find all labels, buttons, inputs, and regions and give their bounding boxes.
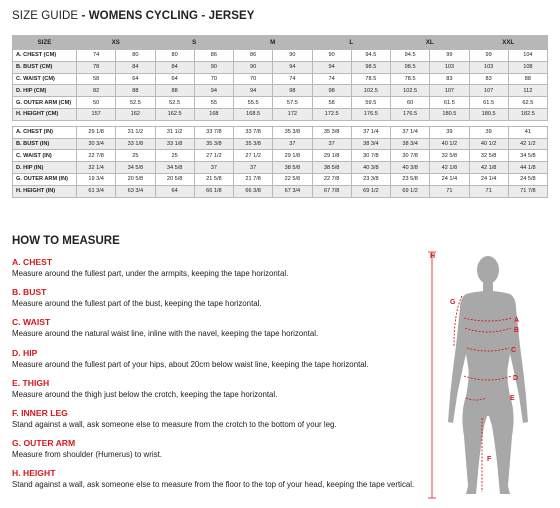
row-label: G. OUTER ARM (IN) [13, 173, 77, 185]
row-label: B. BUST (IN) [13, 138, 77, 150]
measure-title: A. CHEST [12, 257, 53, 267]
size-table [12, 35, 548, 198]
table-cell: 35 3/8 [273, 126, 312, 138]
table-cell: 27 1/2 [194, 150, 233, 162]
table-cell: 88 [155, 85, 194, 97]
table-cell: 94 [312, 61, 351, 73]
table-cell: 19 3/4 [77, 173, 116, 185]
table-cell: 74 [77, 50, 116, 62]
how-to-measure-heading: HOW TO MEASURE [12, 235, 120, 247]
size-col-xl: XL [391, 36, 470, 50]
table-cell: 38 3/4 [391, 138, 430, 150]
table-cell: 80 [116, 50, 155, 62]
table-cell: 34 5/8 [508, 150, 547, 162]
table-cell: 102.5 [391, 85, 430, 97]
row-label: C. WAIST (CM) [13, 73, 77, 85]
table-cell: 24 5/8 [508, 173, 547, 185]
title-main: - WOMENS CYCLING - JERSEY [81, 10, 255, 22]
table-cell: 61 3/4 [77, 185, 116, 197]
table-cell: 74 [273, 73, 312, 85]
table-cell: 162 [116, 108, 155, 120]
measure-title: D. HIP [12, 347, 38, 358]
measure-item [12, 257, 402, 287]
table-cell: 82 [77, 85, 116, 97]
table-cell: 37 [312, 138, 351, 150]
table-cell: 94.5 [391, 50, 430, 62]
measure-item [12, 317, 402, 347]
measure-title: E. THIGH [12, 377, 50, 388]
size-col-m: M [234, 36, 313, 50]
table-cell: 55.5 [234, 97, 273, 109]
table-cell: 58 [312, 97, 351, 109]
row-label: C. WAIST (IN) [13, 150, 77, 162]
table-cell: 33 1/8 [116, 138, 155, 150]
table-cell: 84 [155, 61, 194, 73]
table-cell: 86 [194, 50, 233, 62]
table-cell: 168.5 [234, 108, 273, 120]
table-cell: 108 [508, 61, 547, 73]
table-cell: 33 1/8 [155, 138, 194, 150]
table-cell: 57.5 [273, 97, 312, 109]
table-cell: 32 1/4 [77, 162, 116, 174]
table-cell: 20 5/8 [155, 173, 194, 185]
table-cell: 98.5 [391, 61, 430, 73]
measure-description: Measure around the fullest part, under the armpits, keeping the tape horizontal. [12, 269, 289, 278]
table-cell: 50 [77, 97, 116, 109]
size-col-l: L [312, 36, 391, 50]
table-cell: 41 [508, 126, 547, 138]
table-row [13, 85, 548, 97]
table-cell: 80 [155, 50, 194, 62]
table-cell: 31 1/2 [116, 126, 155, 138]
label-e: E [510, 395, 515, 402]
table-cell: 94 [194, 85, 233, 97]
measure-item [12, 468, 415, 498]
table-cell: 180.5 [430, 108, 469, 120]
table-cell: 94 [234, 85, 273, 97]
table-cell: 37 [234, 162, 273, 174]
label-h: H [430, 253, 436, 260]
measure-item [12, 287, 402, 317]
table-cell: 67 7/8 [312, 185, 351, 197]
label-d: D [513, 375, 519, 382]
table-cell: 62.5 [508, 97, 547, 109]
body-silhouette-icon [420, 246, 550, 502]
table-cell: 35 3/8 [234, 138, 273, 150]
table-cell: 84 [116, 61, 155, 73]
table-cell: 42 1/8 [469, 162, 508, 174]
table-row [13, 108, 548, 120]
label-f: F [487, 456, 492, 463]
table-cell: 102.5 [351, 85, 390, 97]
table-cell: 23 3/8 [351, 173, 390, 185]
table-cell: 67 3/4 [273, 185, 312, 197]
table-cell: 30 3/4 [77, 138, 116, 150]
table-row [13, 50, 548, 62]
table-cell: 64 [155, 185, 194, 197]
table-cell: 27 1/2 [234, 150, 273, 162]
table-cell: 78 [77, 61, 116, 73]
table-cell: 66 1/8 [194, 185, 233, 197]
table-cell: 182.5 [508, 108, 547, 120]
table-row [13, 126, 548, 138]
table-row [13, 61, 548, 73]
table-cell: 34 5/8 [155, 162, 194, 174]
size-corner: SIZE [13, 36, 77, 50]
table-cell: 78.5 [351, 73, 390, 85]
table-cell: 74 [312, 73, 351, 85]
table-row [13, 97, 548, 109]
table-cell: 71 [469, 185, 508, 197]
table-cell: 104 [508, 50, 547, 62]
row-label: H. HEIGHT (CM) [13, 108, 77, 120]
table-cell: 52.5 [116, 97, 155, 109]
table-cell: 168 [194, 108, 233, 120]
table-cell: 88 [508, 73, 547, 85]
table-cell: 35 3/8 [312, 126, 351, 138]
measure-title: G. OUTER ARM [12, 438, 76, 449]
table-cell: 176.5 [351, 108, 390, 120]
table-cell: 66 3/8 [234, 185, 273, 197]
page-title [12, 10, 255, 22]
size-col-xs: XS [77, 36, 156, 50]
table-cell: 33 7/8 [194, 126, 233, 138]
measure-item [12, 408, 402, 438]
table-cell: 180.5 [469, 108, 508, 120]
table-cell: 35 3/8 [194, 138, 233, 150]
row-label: D. HIP (IN) [13, 162, 77, 174]
table-cell: 33 7/8 [234, 126, 273, 138]
table-cell: 162.5 [155, 108, 194, 120]
table-cell: 22 7/8 [77, 150, 116, 162]
table-cell: 40 3/8 [351, 162, 390, 174]
measure-description: Stand against a wall, ask someone else to measure from the floor to the top of your head, keeping the tape vertical. [12, 480, 415, 490]
table-cell: 25 [155, 150, 194, 162]
table-cell: 78.5 [391, 73, 430, 85]
row-label: A. CHEST (CM) [13, 50, 77, 62]
label-a: A [514, 317, 520, 324]
measure-item [12, 378, 402, 408]
table-cell: 98 [312, 85, 351, 97]
table-cell: 24 1/4 [469, 173, 508, 185]
label-c: C [511, 347, 517, 354]
table-cell: 21 7/8 [234, 173, 273, 185]
table-cell: 23 5/8 [391, 173, 430, 185]
measure-title: B. BUST [12, 287, 47, 298]
table-cell: 58 [77, 73, 116, 85]
table-row [13, 173, 548, 185]
table-cell: 86 [234, 50, 273, 62]
table-cell: 176.5 [391, 108, 430, 120]
size-header-row [13, 36, 548, 50]
table-cell: 63 3/4 [116, 185, 155, 197]
row-label: B. BUST (CM) [13, 61, 77, 73]
measure-description: Stand against a wall, ask someone else to measure from the crotch to the bottom of your leg. [12, 419, 337, 429]
table-cell: 70 [234, 73, 273, 85]
row-label: H. HEIGHT (IN) [13, 185, 77, 197]
table-cell: 90 [312, 50, 351, 62]
measure-description: Measure around the fullest part of your hips, about 20cm below waist line, keeping the tape horizontal. [12, 359, 369, 369]
table-row [13, 185, 548, 197]
table-cell: 103 [469, 61, 508, 73]
table-cell: 30 7/8 [351, 150, 390, 162]
measure-description: Measure around the thigh just below the crotch, keeping the tape horizontal. [12, 389, 278, 399]
measure-instructions [12, 257, 415, 499]
table-cell: 34 5/8 [116, 162, 155, 174]
table-cell: 99 [430, 50, 469, 62]
table-cell: 30 7/8 [391, 150, 430, 162]
size-col-s: S [155, 36, 234, 50]
table-cell: 39 [469, 126, 508, 138]
row-label: A. CHEST (IN) [13, 126, 77, 138]
title-prefix: SIZE GUIDE [12, 10, 79, 22]
table-cell: 71 [430, 185, 469, 197]
table-cell: 40 1/2 [469, 138, 508, 150]
table-cell: 40 1/2 [430, 138, 469, 150]
label-g: G [450, 299, 456, 306]
table-cell: 94 [273, 61, 312, 73]
table-cell: 64 [155, 73, 194, 85]
table-cell: 99 [469, 50, 508, 62]
table-cell: 61.5 [469, 97, 508, 109]
table-cell: 25 [116, 150, 155, 162]
row-label: D. HIP (CM) [13, 85, 77, 97]
table-cell: 21 5/8 [194, 173, 233, 185]
table-cell: 90 [194, 61, 233, 73]
table-cell: 39 [430, 126, 469, 138]
table-cell: 44 1/8 [508, 162, 547, 174]
table-cell: 20 5/8 [116, 173, 155, 185]
measure-item [12, 348, 402, 378]
body-measurement-figure [420, 246, 550, 502]
table-cell: 94.5 [351, 50, 390, 62]
row-label: G. OUTER ARM (CM) [13, 97, 77, 109]
table-cell: 31 1/2 [155, 126, 194, 138]
table-cell: 88 [116, 85, 155, 97]
table-cell: 52.5 [155, 97, 194, 109]
measure-description: Measure around the natural waist line, inline with the navel, keeping the tape horizontal. [12, 329, 319, 339]
measure-title: C. WAIST [12, 317, 51, 328]
table-cell: 59.5 [351, 97, 390, 109]
table-row [13, 150, 548, 162]
table-cell: 60 [391, 97, 430, 109]
table-cell: 29 1/8 [77, 126, 116, 138]
table-cell: 71 7/8 [508, 185, 547, 197]
table-cell: 38 5/8 [273, 162, 312, 174]
table-row [13, 138, 548, 150]
table-cell: 29 1/8 [273, 150, 312, 162]
measure-title: F. INNER LEG [12, 407, 68, 418]
table-cell: 38 5/8 [312, 162, 351, 174]
table-cell: 22 7/8 [312, 173, 351, 185]
table-cell: 90 [273, 50, 312, 62]
measure-description: Measure around the fullest part of the bust, keeping the tape horizontal. [12, 299, 262, 309]
table-cell: 70 [194, 73, 233, 85]
table-cell: 24 1/4 [430, 173, 469, 185]
label-b: B [514, 327, 520, 334]
table-cell: 83 [469, 73, 508, 85]
table-cell: 103 [430, 61, 469, 73]
table-cell: 172 [273, 108, 312, 120]
table-cell: 55 [194, 97, 233, 109]
table-cell: 69 1/2 [391, 185, 430, 197]
table-cell: 29 1/8 [312, 150, 351, 162]
table-cell: 172.5 [312, 108, 351, 120]
table-cell: 157 [77, 108, 116, 120]
table-cell: 98 [273, 85, 312, 97]
table-cell: 40 3/8 [391, 162, 430, 174]
table-cell: 22 5/8 [273, 173, 312, 185]
table-cell: 112 [508, 85, 547, 97]
table-cell: 98.5 [351, 61, 390, 73]
measure-title: H. HEIGHT [12, 468, 56, 479]
table-cell: 42 1/8 [430, 162, 469, 174]
measure-description: Measure from shoulder (Humerus) to wrist. [12, 450, 162, 460]
table-cell: 83 [430, 73, 469, 85]
table-cell: 37 1/4 [391, 126, 430, 138]
table-cell: 61.5 [430, 97, 469, 109]
table-cell: 37 [194, 162, 233, 174]
size-col-xxl: XXL [469, 36, 548, 50]
table-cell: 32 5/8 [469, 150, 508, 162]
table-cell: 90 [234, 61, 273, 73]
table-cell: 38 3/4 [351, 138, 390, 150]
table-cell: 37 [273, 138, 312, 150]
table-cell: 107 [469, 85, 508, 97]
table-cell: 64 [116, 73, 155, 85]
table-row [13, 162, 548, 174]
table-cell: 37 1/4 [351, 126, 390, 138]
measure-item [12, 438, 402, 468]
table-cell: 32 5/8 [430, 150, 469, 162]
table-cell: 42 1/2 [508, 138, 547, 150]
table-cell: 69 1/2 [351, 185, 390, 197]
table-row [13, 73, 548, 85]
table-cell: 107 [430, 85, 469, 97]
